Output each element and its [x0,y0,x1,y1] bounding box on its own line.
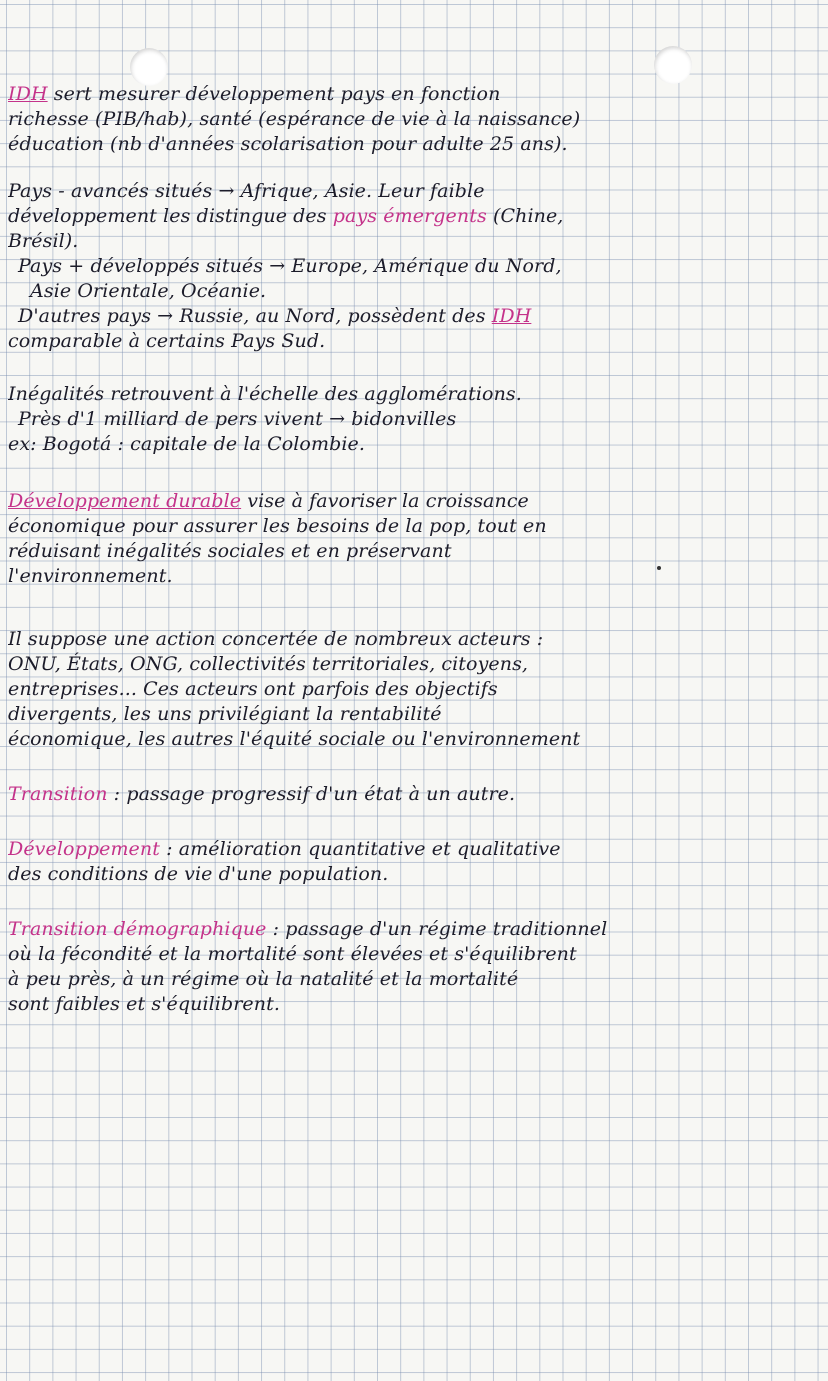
term-idh-2: IDH [491,305,532,327]
line: Pays - avancés situés → Afrique, Asie. Leur faible [8,180,485,202]
line [8,204,820,229]
paragraph-idh [8,82,820,157]
line: comparable à certains Pays Sud. [8,330,326,352]
line: Brésil). [8,230,79,252]
term-developpement: Développement [8,838,160,860]
text: : amélioration quantitative et qualitative [159,838,561,860]
term-transition-demographique: Transition démographique [8,918,267,940]
term-pays-emergents: pays émergents [332,205,487,227]
line: Inégalités retrouvent à l'échelle des agglomérations. [8,383,522,405]
line: éducation (nb d'années scolarisation pour adulte 25 ans). [8,133,568,155]
line: sont faibles et s'équilibrent. [8,993,280,1015]
term-idh: IDH [8,83,48,105]
binder-hole-left [130,48,168,86]
text: développement les distingue des [8,205,333,227]
paragraph-inegalites [8,382,820,457]
line: entreprises... Ces acteurs ont parfois des objectifs [8,678,498,700]
paragraph-acteurs [8,627,820,752]
ink-dot [657,566,661,570]
text: (Chine, [486,205,564,227]
paragraph-pays [8,179,820,354]
line: à peu près, à un régime où la natalité et la mortalité [8,968,519,990]
text: : passage progressif d'un état à un autre. [107,783,516,805]
line: réduisant inégalités sociales et en préservant [8,540,452,562]
line: Près d'1 milliard de pers vivent → bidonvilles [18,408,457,430]
paragraph-developpement [8,837,820,887]
line [8,82,820,107]
line: richesse (PIB/hab), santé (espérance de vie à la naissance) [8,108,581,130]
line [8,304,820,329]
line: divergents, les uns privilégiant la rentabilité [8,703,442,725]
line: économique pour assurer les besoins de la pop, tout en [8,515,547,537]
line: ONU, États, ONG, collectivités territoriales, citoyens, [8,653,529,675]
line [8,917,820,942]
line: ex: Bogotá : capitale de la Colombie. [8,433,365,455]
paragraph-developpement-durable [8,489,820,589]
line: Il suppose une action concertée de nombreux acteurs : [8,628,544,650]
text: sert mesurer développement pays en fonction [47,83,501,105]
text: : passage d'un régime traditionnel [266,918,608,940]
line [8,837,820,862]
line: où la fécondité et la mortalité sont élevées et s'équilibrent [8,943,577,965]
term-developpement-durable: Développement durable [8,490,242,512]
line: l'environnement. [8,565,173,587]
text: vise à favoriser la croissance [241,490,529,512]
line [8,782,820,807]
text: D'autres pays → Russie, au Nord, possèdent des [18,305,492,327]
handwritten-notes [8,82,820,1017]
binder-hole-right [654,46,692,84]
line: économique, les autres l'équité sociale ou l'environnement [8,728,581,750]
line: des conditions de vie d'une population. [8,863,389,885]
term-transition: Transition [8,783,108,805]
line: Asie Orientale, Océanie. [30,280,267,302]
line: Pays + développés situés → Europe, Amérique du Nord, [18,255,562,277]
paragraph-transition [8,782,820,807]
paragraph-transition-demographique [8,917,820,1017]
line [8,489,820,514]
